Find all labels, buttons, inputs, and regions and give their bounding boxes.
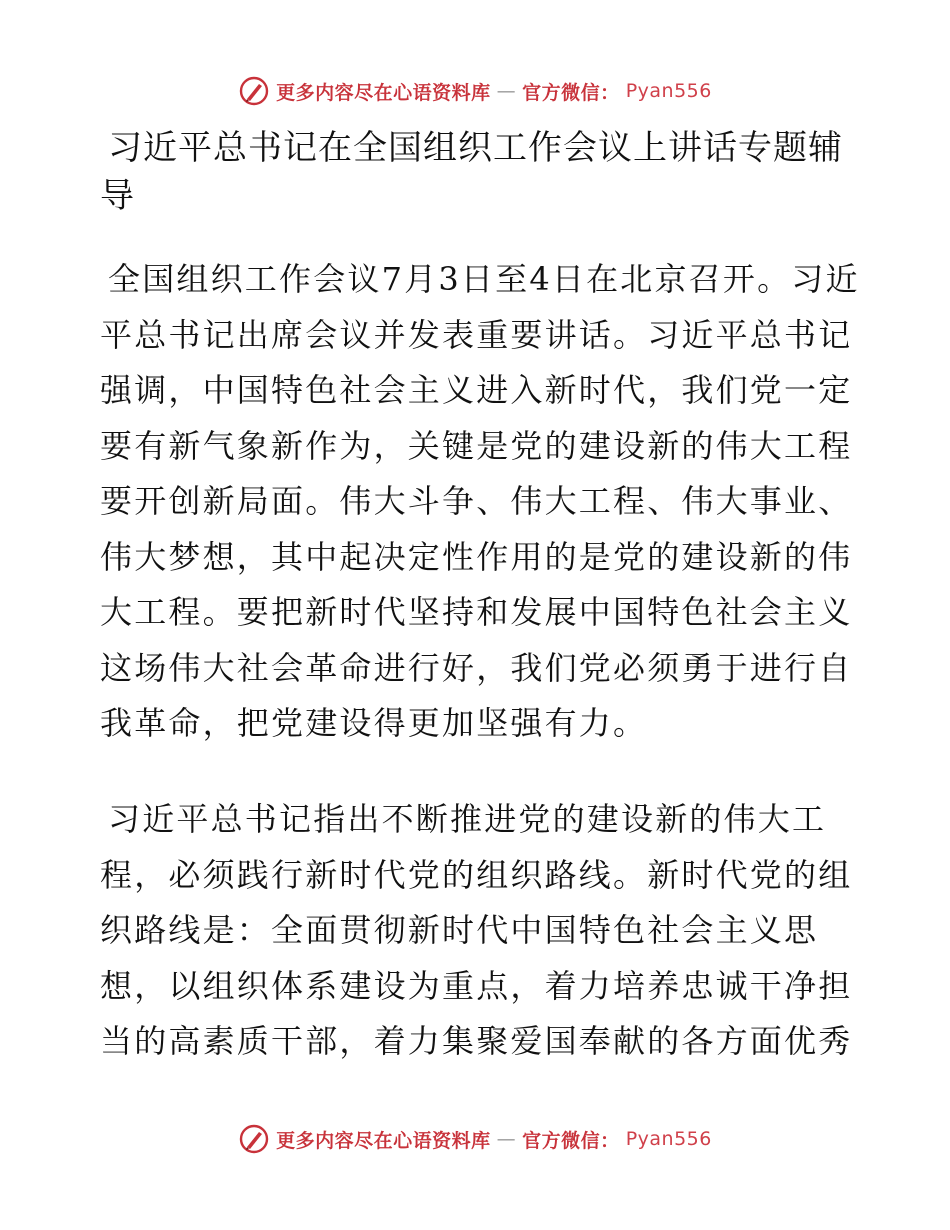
watermark-site-text: 更多内容尽在心语资料库 [276,1129,491,1152]
watermark-wechat-label: 官方微信： [522,81,620,104]
watermark-wechat-id: Pyan556 [625,1128,712,1150]
watermark-header [0,74,950,108]
paragraph-2: 习近平总书记指出不断推进党的建设新的伟大工程，必须践行新时代党的组织路线。新时代党的组织路线是：全面贯彻新时代中国特色社会主义思想，以组织体系建设为重点，着力培养忠诚干净担当的高素质干部，着力集聚爱国奉献的各方面优秀 [100,800,853,1060]
pen-logo-icon [238,75,270,107]
paragraph-1: 全国组织工作会议7月3日至4日在北京召开。习近平总书记出席会议并发表重要讲话。习近平总书记强调，中国特色社会主义进入新时代，我们党一定要有新气象新作为，关键是党的建设新的伟大工程要开创新局面。伟大斗争、伟大工程、伟大事业、伟大梦想，其中起决定性作用的是党的建设新的伟大工程。要把新时代坚持和发展中国特色社会主义这场伟大社会革命进行好，我们党必须勇于进行自我革命，把党建设得更加坚强有力。 [100,260,860,742]
watermark-wechat-label: 官方微信： [522,1129,620,1152]
pen-logo-icon [238,1123,270,1155]
document-title: 习近平总书记在全国组织工作会议上讲话专题辅导 [100,128,843,216]
watermark-separator: — [496,1128,517,1150]
watermark-separator: — [496,80,517,102]
watermark-wechat-id: Pyan556 [625,80,712,102]
watermark-footer [0,1122,950,1156]
watermark-site-text: 更多内容尽在心语资料库 [276,81,491,104]
